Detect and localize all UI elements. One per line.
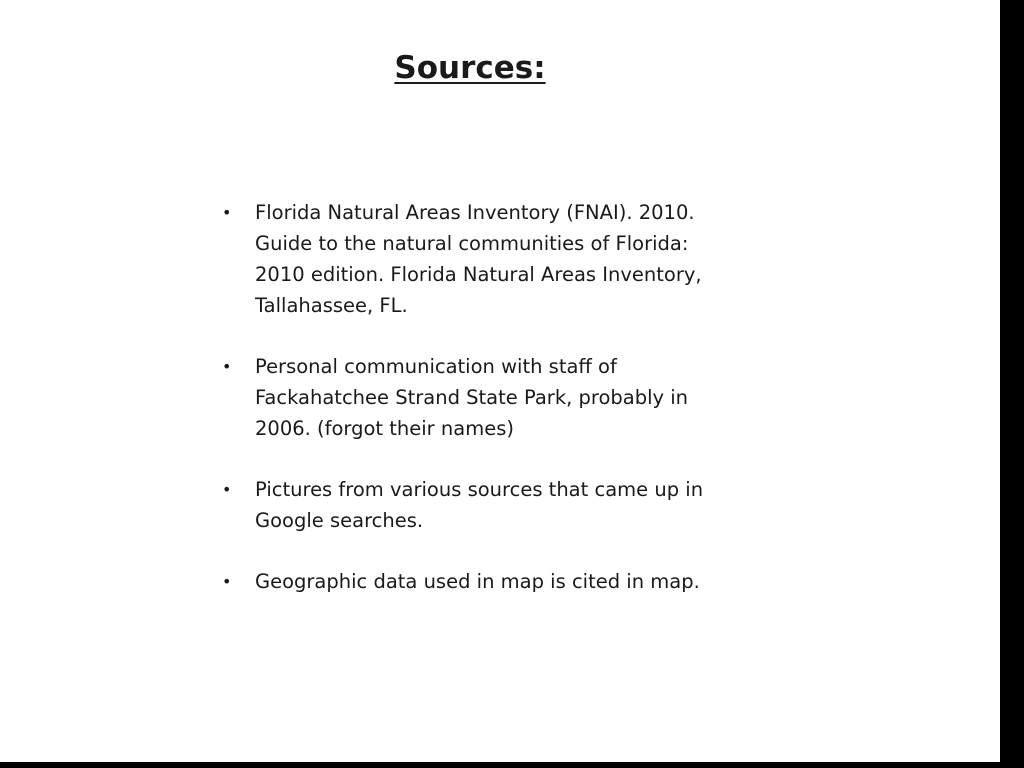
slide-title [0,50,940,86]
slide-title-text: Sources: [394,50,546,86]
list-item [220,566,740,597]
list-item-text: Florida Natural Areas Inventory (FNAI). 2010. Guide to the natural communities of Florida: 2010 edition. Florida Natural Areas Inventory, Tallahassee, FL. [255,201,702,317]
list-item [220,197,740,321]
list-item [220,474,740,536]
list-item-text: Personal communication with staff of Fackahatchee Strand State Park, probably in 2006. (forgot their names) [255,355,689,440]
list-item [220,351,740,444]
list-item-text: Geographic data used in map is cited in map. [255,570,700,593]
bullet-icon: • [222,572,232,591]
sources-list [220,197,740,627]
bullet-icon: • [222,357,232,376]
bullet-icon: • [222,203,232,222]
bullet-icon: • [222,480,232,499]
list-item-text: Pictures from various sources that came up in Google searches. [255,478,704,532]
